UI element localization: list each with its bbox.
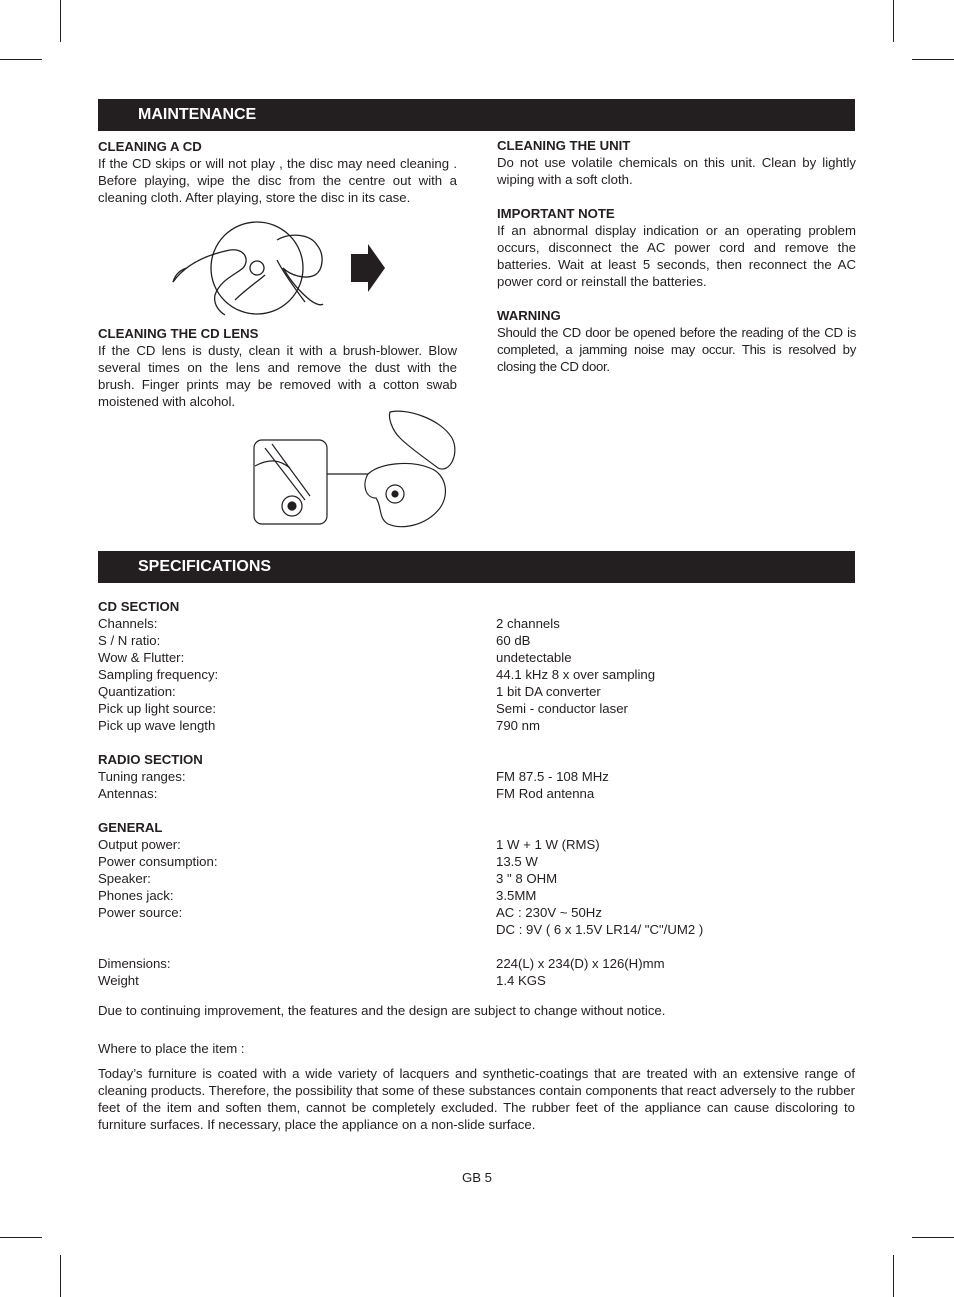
crop-mark bbox=[0, 1237, 42, 1238]
spec-row: DC : 9V ( 6 x 1.5V LR14/ "C"/UM2 ) bbox=[496, 922, 704, 937]
right-column bbox=[497, 137, 856, 375]
spec-row: Speaker: 3 " 8 OHM bbox=[98, 871, 558, 886]
cleaning-lens-heading: CLEANING THE CD LENS bbox=[98, 326, 259, 341]
spec-row: Tuning ranges: FM 87.5 - 108 MHz bbox=[98, 769, 609, 784]
spec-row: Quantization: 1 bit DA converter bbox=[98, 684, 601, 699]
spec-table bbox=[98, 598, 855, 989]
spec-row: Antennas: FM Rod antenna bbox=[98, 786, 595, 801]
specifications-banner: SPECIFICATIONS bbox=[98, 551, 855, 583]
spec-row: Pick up light source: Semi - conductor laser bbox=[98, 701, 628, 716]
cleaning-cd-heading: CLEANING A CD bbox=[98, 139, 202, 154]
crop-mark bbox=[893, 1255, 894, 1297]
crop-mark bbox=[912, 59, 954, 60]
lens-cleaning-illustration bbox=[250, 408, 462, 533]
spec-row: Power consumption: 13.5 W bbox=[98, 854, 538, 869]
crop-mark bbox=[912, 1237, 954, 1238]
left-column bbox=[98, 138, 457, 206]
crop-mark bbox=[893, 0, 894, 42]
placement-heading: Where to place the item : bbox=[98, 1041, 245, 1056]
spec-row: Channels: 2 channels bbox=[98, 616, 560, 631]
spec-row: Sampling frequency: 44.1 kHz 8 x over sampling bbox=[98, 667, 656, 682]
cleaning-cd-text: If the CD skips or will not play , the disc may need cleaning . Before playing, wipe the disc from the centre out with a cleaning cloth. After playing, store the disc in its case. bbox=[98, 156, 457, 205]
warning-text: Should the CD door be opened before the reading of the CD is completed, a jamming noise may occur. This is resolved by closing the CD door. bbox=[497, 325, 856, 374]
left-column-lens bbox=[98, 325, 457, 410]
crop-mark bbox=[60, 0, 61, 42]
spec-row: Phones jack: 3.5MM bbox=[98, 888, 537, 903]
cleaning-unit-heading: CLEANING THE UNIT bbox=[497, 138, 631, 153]
radio-section-heading: RADIO SECTION bbox=[98, 752, 203, 767]
general-heading: GENERAL bbox=[98, 820, 163, 835]
important-note-text: If an abnormal display indication or an operating problem occurs, disconnect the AC power cord and remove the batteries. Wait at least 5 seconds, then reconnect the AC power cord or reinstall the batteries. bbox=[497, 223, 856, 289]
spec-row: Power source: AC : 230V ~ 50Hz bbox=[98, 905, 602, 920]
cd-section-heading: CD SECTION bbox=[98, 599, 180, 614]
spec-row: Weight 1.4 KGS bbox=[98, 973, 546, 988]
change-notice: Due to continuing improvement, the features and the design are subject to change without notice. bbox=[98, 1003, 666, 1018]
cleaning-lens-text: If the CD lens is dusty, clean it with a brush-blower. Blow several times on the lens and remove the dust with the brush. Finger prints may be removed with a cotton swab moistened with alcohol. bbox=[98, 343, 457, 409]
important-note-heading: IMPORTANT NOTE bbox=[497, 206, 615, 221]
disc-cleaning-illustration bbox=[165, 220, 395, 320]
spec-row: Output power: 1 W + 1 W (RMS) bbox=[98, 837, 600, 852]
spec-row: S / N ratio: 60 dB bbox=[98, 633, 531, 648]
crop-mark bbox=[60, 1255, 61, 1297]
spec-row: Pick up wave length 790 nm bbox=[98, 718, 540, 733]
warning-heading: WARNING bbox=[497, 308, 561, 323]
crop-mark bbox=[0, 59, 42, 60]
page-number: GB 5 bbox=[461, 1170, 493, 1185]
cleaning-unit-text: Do not use volatile chemicals on this unit. Clean by lightly wiping with a soft cloth. bbox=[497, 155, 856, 187]
spec-row: Wow & Flutter: undetectable bbox=[98, 650, 572, 665]
spec-row: Dimensions: 224(L) x 234(D) x 126(H)mm bbox=[98, 956, 665, 971]
placement-text: Today’s furniture is coated with a wide variety of lacquers and synthetic-coatings that are treated with an extensive range of cleaning products. Therefore, the possibility that some of these substances contain components that react adversely to the rubber feet of the item and soften them, cannot be completely excluded. The rubber feet of the appliance can cause discoloring to furniture surfaces. If necessary, place the appliance on a non-slide surface. bbox=[98, 1066, 855, 1132]
maintenance-banner: MAINTENANCE bbox=[98, 99, 855, 131]
